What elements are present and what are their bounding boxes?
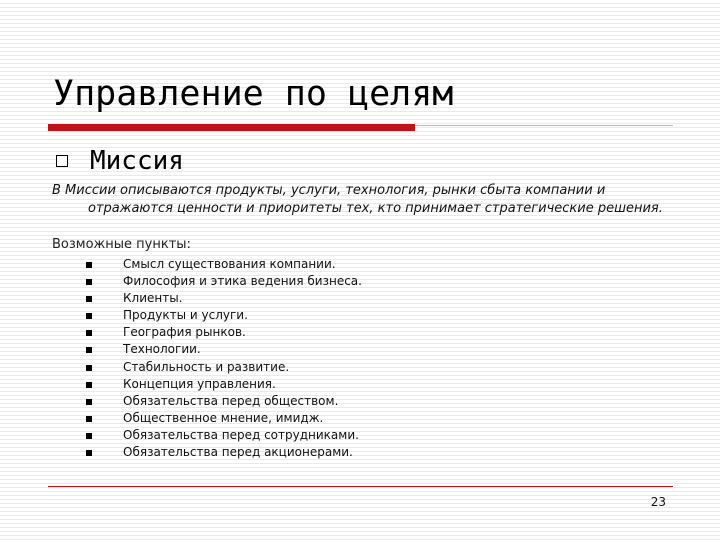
mission-description (52, 182, 702, 218)
list-item-text: Концепция управления. (123, 376, 276, 391)
square-bullet-icon (86, 347, 92, 353)
square-bullet-icon (86, 365, 92, 371)
list-item (86, 410, 362, 427)
list-item-text: Общественное мнение, имидж. (123, 410, 324, 425)
list-item-text: Стабильность и развитие. (123, 359, 290, 374)
title-accent-bar (48, 124, 415, 131)
description-line: отражаются ценности и приоритеты тех, кто принимает стратегические решения. (88, 201, 663, 216)
points-list (86, 256, 362, 461)
list-item-text: Философия и этика ведения бизнеса. (123, 274, 362, 289)
list-item (86, 273, 362, 290)
points-label: Возможные пункты: (52, 237, 191, 252)
footer-rule (48, 486, 673, 487)
section-heading: Миссия (90, 146, 184, 176)
square-bullet-icon (86, 382, 92, 388)
list-item-text: Продукты и услуги. (123, 308, 248, 323)
list-item-text: Обязательства перед обществом. (123, 393, 339, 408)
list-item (86, 290, 362, 307)
square-bullet-icon (86, 313, 92, 319)
list-item-text: Обязательства перед сотрудниками. (123, 427, 359, 442)
list-item-text: Технологии. (123, 342, 201, 357)
square-bullet-icon (86, 450, 92, 456)
slide-title: Управление по целям (53, 74, 454, 114)
list-item (86, 444, 362, 461)
list-item-text: Клиенты. (123, 291, 183, 306)
hollow-square-bullet-icon (56, 155, 68, 167)
list-item-text: Смысл существования компании. (123, 257, 336, 271)
list-item (86, 256, 362, 273)
square-bullet-icon (86, 262, 92, 268)
list-item-text: География рынков. (123, 325, 246, 340)
list-item (86, 341, 362, 358)
list-item (86, 427, 362, 444)
square-bullet-icon (86, 433, 92, 439)
square-bullet-icon (86, 296, 92, 302)
page-number: 23 (650, 495, 666, 509)
square-bullet-icon (86, 279, 92, 285)
list-item (86, 307, 362, 324)
list-item (86, 376, 362, 393)
list-item (86, 359, 362, 376)
list-item (86, 393, 362, 410)
square-bullet-icon (86, 416, 92, 422)
square-bullet-icon (86, 399, 92, 405)
list-item (86, 324, 362, 341)
list-item-text: Обязательства перед акционерами. (123, 445, 353, 460)
square-bullet-icon (86, 330, 92, 336)
description-line: В Миссии описываются продукты, услуги, технология, рынки сбыта компании и (52, 183, 606, 198)
